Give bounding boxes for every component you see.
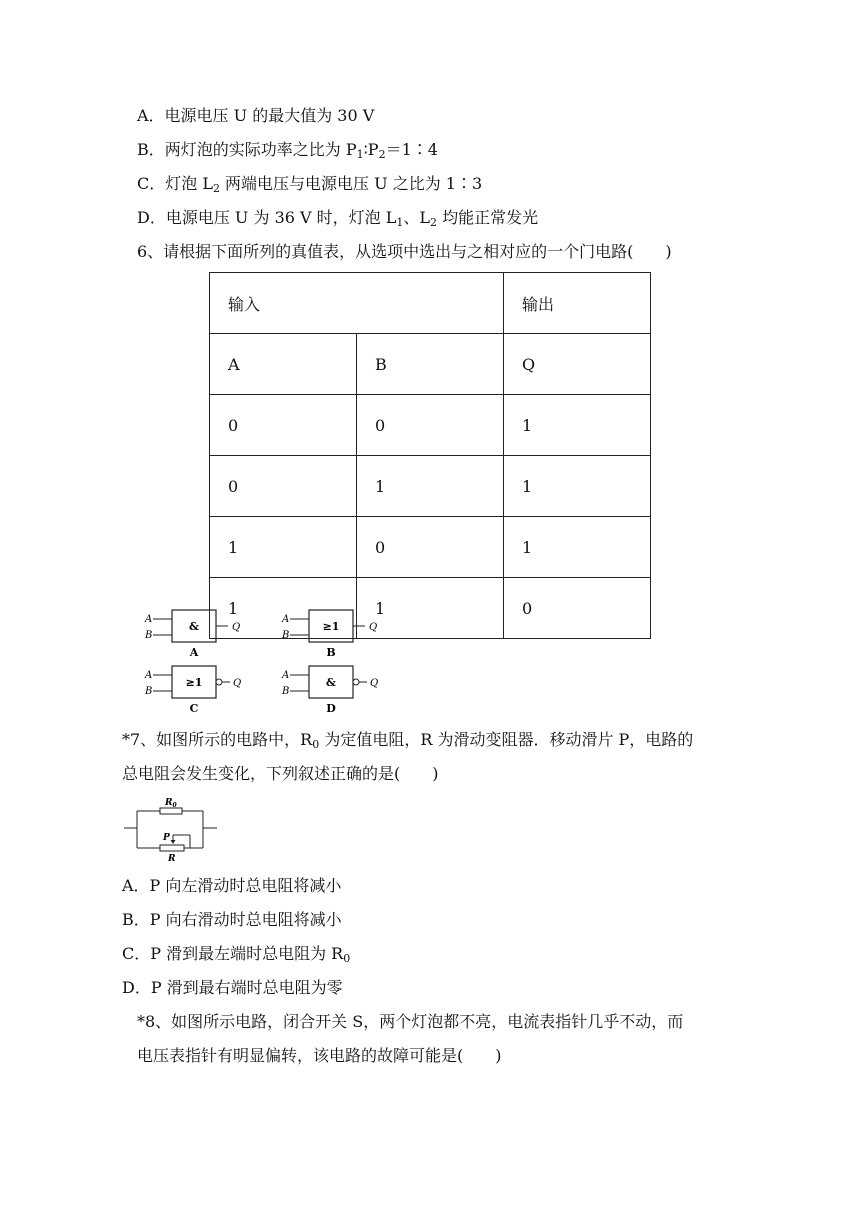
resistor-r0 — [160, 808, 182, 814]
gate-input-a: A — [282, 670, 290, 681]
table-cell: 0 — [210, 395, 357, 456]
gate-input-a: A — [145, 614, 153, 625]
r0-label: $R_0$ — [165, 798, 177, 809]
table-cell: 1 — [504, 395, 651, 456]
gate-output: Q — [233, 678, 242, 689]
gate-label: A — [189, 646, 199, 659]
col-label-q: Q — [504, 334, 651, 395]
gate-output: Q — [370, 678, 379, 689]
q6-stem: 6、请根据下面所列的真值表，从选项中选出与之相对应的一个门电路( ) — [137, 242, 672, 261]
table-cell: 1 — [210, 578, 357, 639]
q7-option-d: D．P 滑到最右端时总电阻为零 — [122, 978, 343, 997]
gate-label: C — [189, 702, 199, 715]
gate-option-d — [277, 664, 387, 714]
table-row — [210, 517, 651, 578]
r-label: R — [168, 854, 176, 864]
q8-stem-line1: *8、如图所示电路，闭合开关 S，两个灯泡都不亮，电流表指针几乎不动，而 — [137, 1012, 684, 1031]
table-row — [210, 578, 651, 639]
table-cell: 1 — [357, 578, 504, 639]
col-label-b: B — [357, 334, 504, 395]
gate-option-a — [140, 608, 250, 658]
table-cell: 0 — [504, 578, 651, 639]
q8-stem-line2: 电压表指针有明显偏转，该电路的故障可能是( ) — [137, 1046, 502, 1065]
gate-input-b: B — [145, 630, 153, 641]
q5-option-b: B．两灯泡的实际功率之比为 $P_1∶P_2=1∶4$ — [137, 140, 438, 161]
gate-input-b: B — [282, 630, 290, 641]
gate-option-c — [140, 664, 250, 714]
gate-symbol: ≥1 — [185, 676, 203, 689]
q5-option-a: A．电源电压 U 的最大值为 30 V — [137, 106, 375, 125]
table-cell: 1 — [357, 456, 504, 517]
table-row — [210, 273, 651, 334]
table-cell: 0 — [357, 517, 504, 578]
gate-output: Q — [232, 622, 241, 633]
gate-symbol: & — [189, 620, 199, 633]
table-cell: 0 — [210, 456, 357, 517]
gate-input-b: B — [145, 686, 153, 697]
table-row — [210, 395, 651, 456]
table-cell: 1 — [504, 517, 651, 578]
gate-symbol: & — [326, 676, 336, 689]
q7-option-c: C．P 滑到最左端时总电阻为 $R_0$ — [122, 944, 351, 965]
gate-output: Q — [369, 622, 378, 633]
q7-option-a: A．P 向左滑动时总电阻将减小 — [122, 876, 342, 895]
truth-table — [209, 272, 651, 639]
slider-p-label: P — [163, 833, 170, 843]
table-row — [210, 334, 651, 395]
table-row — [210, 456, 651, 517]
gate-input-a: A — [282, 614, 290, 625]
col-label-a: A — [210, 334, 357, 395]
gate-label: D — [326, 702, 336, 715]
rheostat-r — [160, 845, 184, 851]
table-cell: 0 — [357, 395, 504, 456]
q7-stem-line2: 总电阻会发生变化，下列叙述正确的是( ) — [122, 764, 439, 783]
q7-stem-line1: *7、如图所示的电路中，$R_0$ 为定值电阻，R 为滑动变阻器．移动滑片 P，电路的 — [122, 730, 694, 751]
gate-input-a: A — [145, 670, 153, 681]
gate-input-b: B — [282, 686, 290, 697]
q7-option-b: B．P 向右滑动时总电阻将减小 — [122, 910, 342, 929]
inverter-bubble — [216, 679, 222, 685]
header-input: 输入 — [210, 273, 504, 334]
slider-arrow-icon — [171, 840, 176, 844]
table-cell: 1 — [504, 456, 651, 517]
q5-option-d: D．电源电压 U 为 36 V 时，灯泡 $L_1$、$L_2$ 均能正常发光 — [137, 208, 539, 229]
table-cell: 1 — [210, 517, 357, 578]
header-output: 输出 — [504, 273, 651, 334]
inverter-bubble — [353, 679, 359, 685]
gate-symbol: ≥1 — [322, 620, 340, 633]
gate-label: B — [326, 646, 336, 659]
q5-option-c: C．灯泡 $L_2$ 两端电压与电源电压 U 之比为 1∶3 — [137, 174, 483, 195]
q7-circuit-diagram — [122, 794, 222, 866]
gate-option-b — [277, 608, 387, 658]
